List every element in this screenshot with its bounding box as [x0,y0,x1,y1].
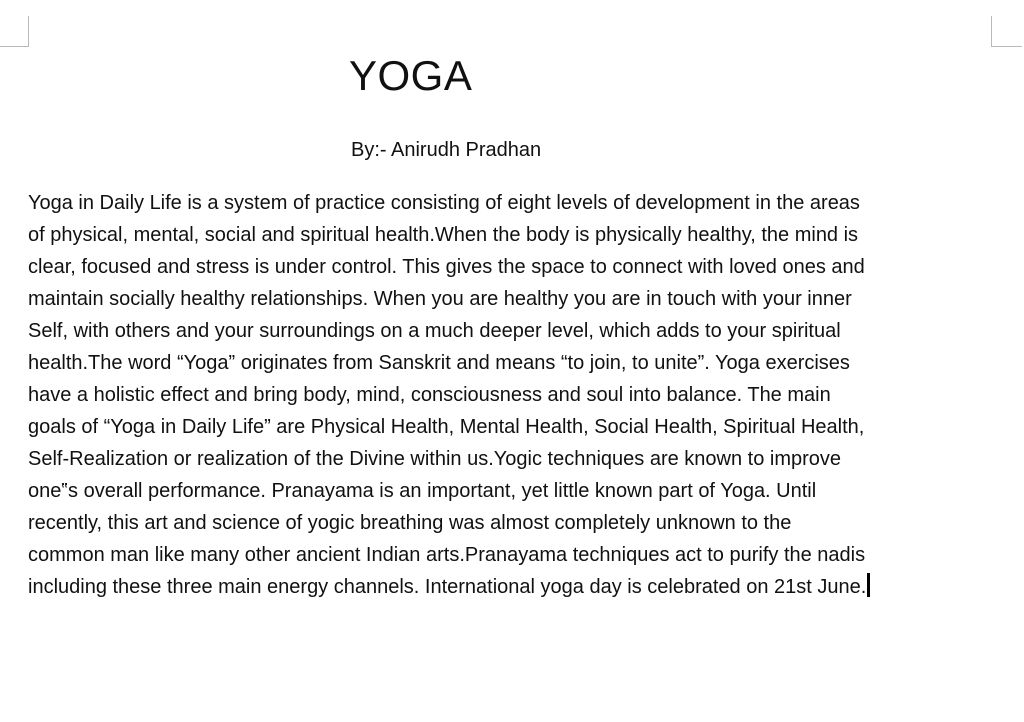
top-left-crop-mark [0,16,29,47]
body-line[interactable]: recently, this art and science of yogic breathing was almost completely unknown to the [28,512,792,534]
body-line[interactable]: have a holistic effect and bring body, mind, consciousness and soul into balance. The main [28,384,831,406]
body-line[interactable]: of physical, mental, social and spiritual health.When the body is physically healthy, the mind is [28,224,859,246]
top-right-crop-mark [991,16,1022,47]
body-line[interactable]: one‟s overall performance. Pranayama is an important, yet little known part of Yoga. Until [28,480,817,502]
body-line-last-text[interactable]: including these three main energy channels. International yoga day is celebrated on 21st June. [28,576,867,598]
body-line[interactable]: health.The word “Yoga” originates from Sanskrit and means “to join, to unite”. Yoga exercises [28,352,850,374]
body-line[interactable]: maintain socially healthy relationships. When you are healthy you are in touch with your inner [28,288,852,310]
body-line[interactable]: Self-Realization or realization of the Divine within us.Yogic techniques are known to improve [28,448,842,470]
body-line[interactable]: Yoga in Daily Life is a system of practice consisting of eight levels of development in the areas [28,192,860,214]
document-author[interactable]: By:- Anirudh Pradhan [351,139,542,161]
body-line[interactable]: goals of “Yoga in Daily Life” are Physical Health, Mental Health, Social Health, Spiritual Health, [28,416,865,438]
body-line[interactable]: clear, focused and stress is under control. This gives the space to connect with loved ones and [28,256,865,278]
text-cursor [867,573,870,597]
document-title[interactable]: YOGA [349,52,473,99]
body-line[interactable]: common man like many other ancient Indian arts.Pranayama techniques act to purify the nadis [28,544,866,566]
body-line[interactable]: Self, with others and your surroundings on a much deeper level, which adds to your spiritual [28,320,841,342]
document-body[interactable] [28,187,990,603]
body-line-last[interactable] [28,571,990,603]
